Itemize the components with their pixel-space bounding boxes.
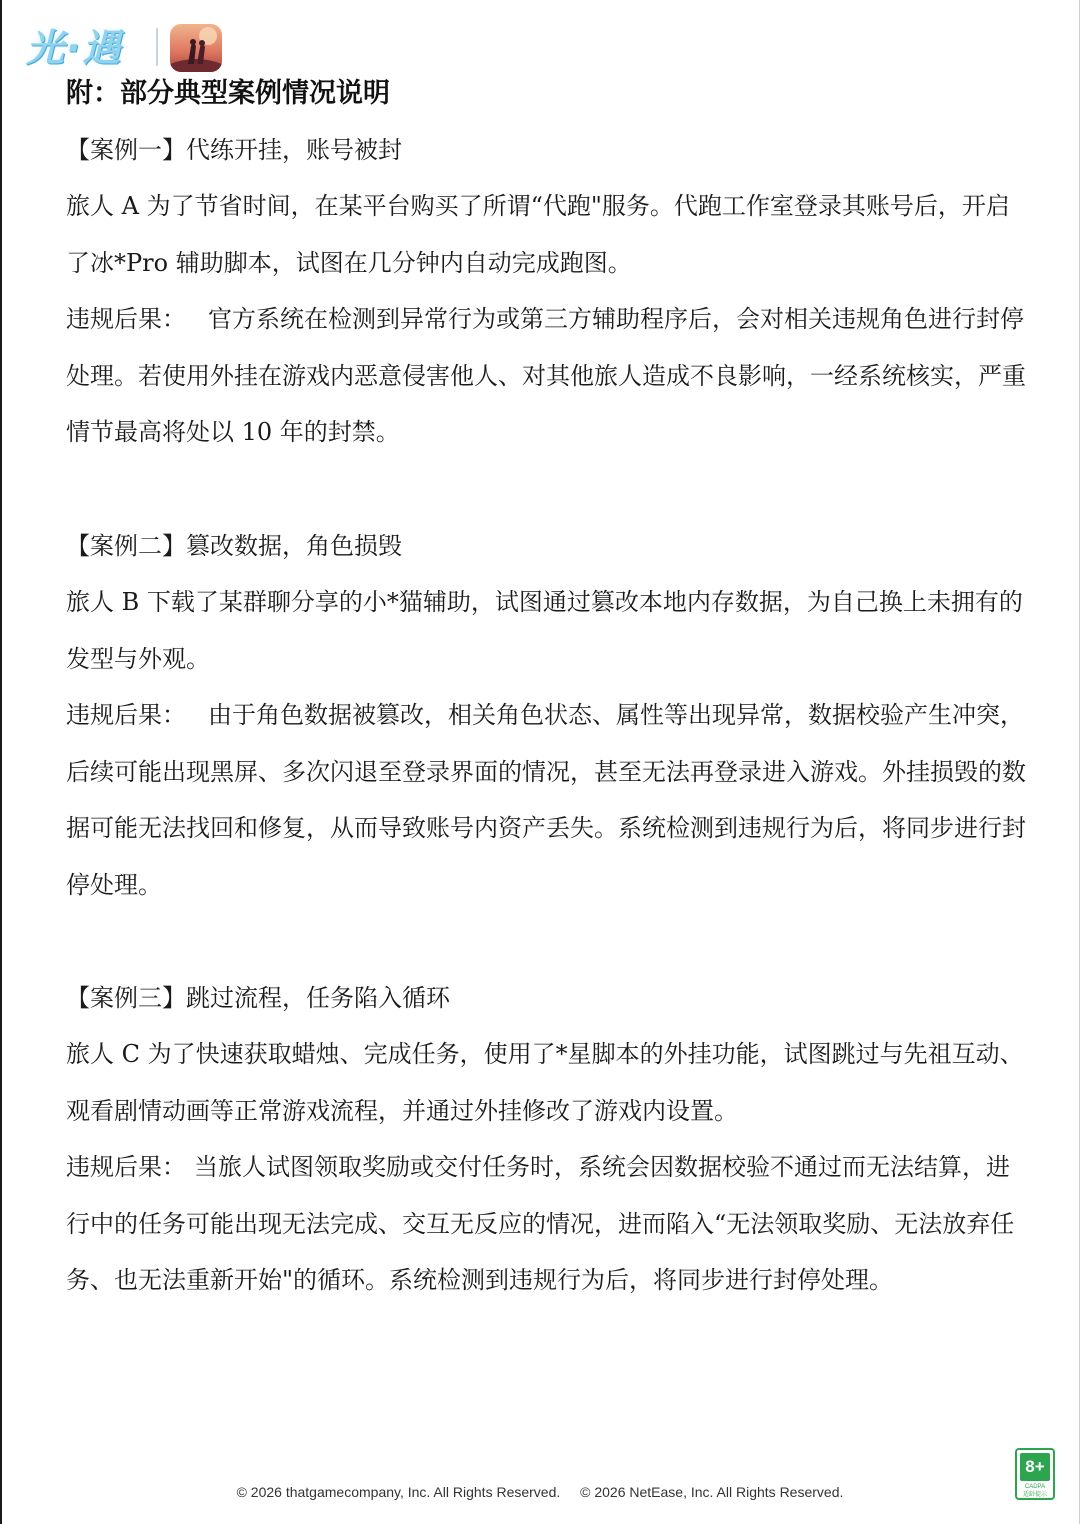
logo-wordmark: 光·遇: [26, 26, 123, 70]
footer-copyright: [0, 1482, 1080, 1502]
case-3-consequence: [66, 1139, 1026, 1309]
page-title: 附：部分典型案例情况说明: [66, 78, 390, 109]
case-3-heading: 【案例三】跳过流程，任务陷入循环: [66, 984, 450, 1012]
page-frame-left: [0, 0, 2, 1524]
age-rating-tip: 适龄提示: [1022, 1492, 1047, 1498]
case-3-consequence-text: 当旅人试图领取奖励或交付任务时，系统会因数据校验不通过而无法结算，进行中的任务可能出现无法完成、交互无反应的情况，进而陷入“无法领取奖励、无法放弃任务、也无法重新开始"的循环。系统检测到违规行为后，将同步进行封停处理。: [66, 1153, 1015, 1294]
case-1-consequence-text: 官方系统在检测到异常行为或第三方辅助程序后，会对相关违规角色进行封停处理。若使用外挂在游戏内恶意侵害他人、对其他旅人造成不良影响，一经系统核实，严重情节最高将处以 10 年的封禁。: [66, 305, 1026, 446]
case-2-consequence-text: 由于角色数据被篡改，相关角色状态、属性等出现异常，数据校验产生冲突，后续可能出现黑屏、多次闪退至登录界面的情况，甚至无法再登录进入游戏。外挂损毁的数据可能无法找回和修复，从而导致账号内资产丢失。系统检测到违规行为后，将同步进行封停处理。: [66, 701, 1026, 899]
copyright-thatgamecompany: © 2026 thatgamecompany, Inc. All Rights Reserved.: [236, 1484, 561, 1500]
case-1-consequence: [66, 291, 1026, 461]
case-3-consequence-label: 违规后果：: [66, 1153, 186, 1181]
app-icon-artwork: [170, 24, 222, 72]
brand-logo: [26, 24, 201, 76]
case-1-heading: 【案例一】代练开挂，账号被封: [66, 136, 402, 164]
case-3-description: 旅人 C 为了快速获取蜡烛、完成任务，使用了*星脚本的外挂功能，试图跳过与先祖互动、观看剧情动画等正常游戏流程，并通过外挂修改了游戏内设置。: [66, 1040, 1024, 1125]
case-2-description: 旅人 B 下载了某群聊分享的小*猫辅助，试图通过篡改本地内存数据，为自己换上未拥有的发型与外观。: [66, 588, 1023, 673]
case-1-description: 旅人 A 为了节省时间，在某平台购买了所谓“代跑"服务。代跑工作室登录其账号后，开启了冰*Pro 辅助脚本，试图在几分钟内自动完成跑图。: [66, 192, 1010, 277]
app-icon: [170, 24, 222, 72]
copyright-netease: © 2026 NetEase, Inc. All Rights Reserved.: [580, 1484, 844, 1500]
case-2-heading: 【案例二】篡改数据，角色损毁: [66, 532, 402, 560]
age-rating-org: CADPA: [1024, 1484, 1046, 1490]
age-rating-badge: [1015, 1448, 1055, 1500]
case-2-consequence: [66, 687, 1026, 913]
logo-divider: [156, 28, 158, 66]
age-rating-value: 8+: [1020, 1453, 1050, 1481]
case-2-consequence-label: 违规后果：: [66, 701, 186, 729]
case-1-consequence-label: 违规后果：: [66, 305, 186, 333]
